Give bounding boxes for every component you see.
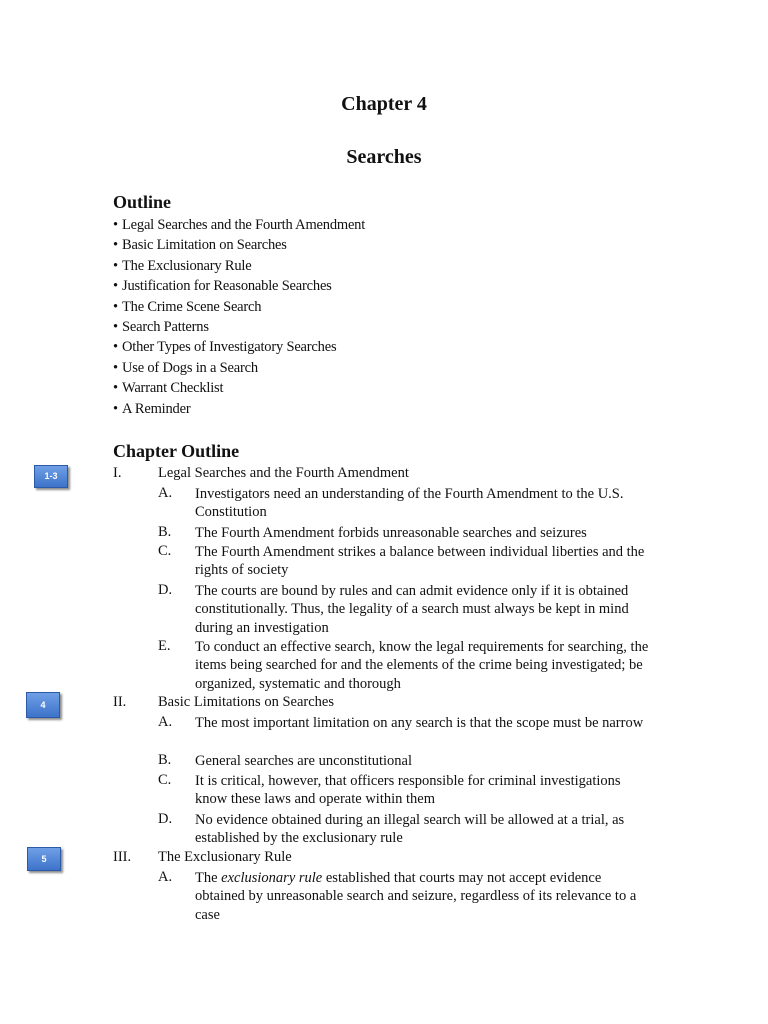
outline-item: • Search Patterns — [113, 318, 209, 335]
entry-text: The Fourth Amendment strikes a balance between individual liberties and the rights of society — [195, 544, 645, 579]
outline-item: • Other Types of Investigatory Searches — [113, 339, 337, 356]
chapter-outline-heading: Chapter Outline — [113, 441, 240, 461]
outline-item: • Warrant Checklist — [113, 380, 224, 397]
entry-letter: C. — [158, 543, 172, 559]
outline-item: • A Reminder — [113, 400, 191, 417]
outline-item: • Justification for Reasonable Searches — [113, 278, 332, 295]
entry-letter: B. — [158, 524, 172, 540]
entry-text-prefix: The — [195, 870, 222, 886]
section-title: The Exclusionary Rule — [158, 849, 292, 865]
entry-text: It is critical, however, that officers responsible for criminal investigations know these laws and operate within them — [195, 773, 621, 808]
slide-badge-4[interactable]: 4 — [26, 692, 60, 718]
outline-item: • Basic Limitation on Searches — [113, 237, 287, 254]
entry-text-italic: exclusionary rule — [221, 870, 323, 886]
entry-text-suffix: established that courts may not accept evidence obtained by unreasonable search and seizure, regardless of its relevance to a case — [195, 870, 637, 923]
outline-heading: Outline — [113, 192, 172, 212]
entry-text: No evidence obtained during an illegal search will be allowed at a trial, as established by the exclusionary rule — [195, 812, 625, 847]
chapter-title: Searches — [346, 146, 422, 168]
entry-text: To conduct an effective search, know the legal requirements for searching, the items being searched for and the elements of the crime being investigated; be organized, systematic and thorough — [195, 639, 649, 692]
entry-text: The courts are bound by rules and can admit evidence only if it is obtained constitutionally. Thus, the legality of a search must always be kept in mind during an investigation — [195, 583, 629, 636]
entry-letter: C. — [158, 772, 172, 788]
entry-letter: A. — [158, 714, 173, 730]
section-numeral: I. — [113, 465, 122, 481]
section-numeral: III. — [113, 849, 132, 865]
entry-letter: A. — [158, 869, 173, 885]
outline-item: • The Exclusionary Rule — [113, 257, 252, 274]
entry-text: The Fourth Amendment forbids unreasonable searches and seizures — [195, 525, 587, 541]
outline-item: • Use of Dogs in a Search — [113, 359, 258, 376]
entry-letter: B. — [158, 752, 172, 768]
chapter-number: Chapter 4 — [341, 93, 427, 115]
entry-letter: E. — [158, 638, 171, 654]
section-title: Basic Limitations on Searches — [158, 694, 334, 710]
entry-letter: D. — [158, 582, 173, 598]
entry-letter: D. — [158, 811, 173, 827]
entry-text: Investigators need an understanding of the Fourth Amendment to the U.S. Constitution — [195, 486, 624, 521]
entry-text: General searches are unconstitutional — [195, 753, 413, 769]
entry-text: The most important limitation on any search is that the scope must be narrow — [195, 715, 644, 731]
section-numeral: II. — [113, 694, 127, 710]
slide-badge-1-3[interactable]: 1-3 — [34, 465, 68, 488]
slide-badge-5[interactable]: 5 — [27, 847, 61, 871]
outline-item: • Legal Searches and the Fourth Amendment — [113, 217, 366, 233]
entry-letter: A. — [158, 485, 173, 501]
section-title: Legal Searches and the Fourth Amendment — [158, 465, 409, 481]
entry-text — [195, 869, 651, 924]
outline-item: • The Crime Scene Search — [113, 298, 262, 315]
outline-list — [113, 215, 365, 419]
